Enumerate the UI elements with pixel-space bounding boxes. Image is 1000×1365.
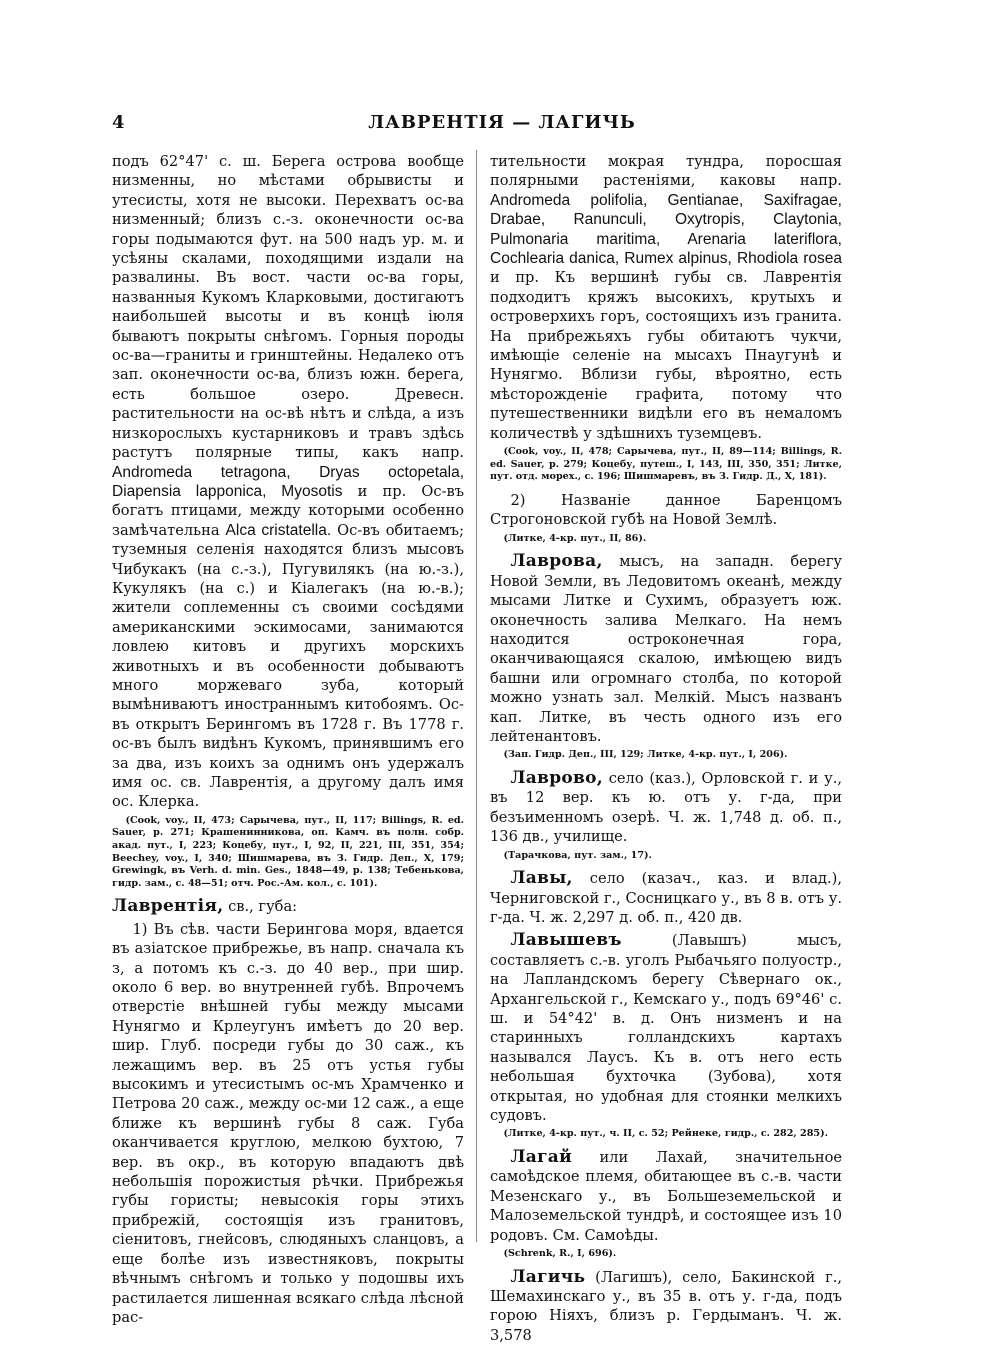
page-header: [112, 112, 892, 142]
paragraph-ostrov-continuation: [112, 152, 464, 812]
reference-note: (Schrenk, R., I, 696).: [503, 1248, 617, 1260]
entry-headword: Лаврово,: [510, 767, 603, 788]
entry-lavrentiya-guba: [112, 897, 464, 916]
entry-lagai: [490, 1148, 842, 1245]
entry-body: или Лахай, значительное самоѣдское племя, обитающее въ с.-в. части Мезенскаго у., въ Большеземельской и Малоземельской тундрѣ, и состоящее изъ 10 родовъ. См. Самоѣды.: [490, 1149, 843, 1244]
entry-subtitle: св., губа:: [228, 898, 298, 916]
latin-plant-names: Andromeda tetragona, Dryas octopetala, Diapensia lapponica, Myosotis: [112, 463, 464, 500]
reference-note: (Литке, 4-кр. пут., ч. II, с. 52; Рейнеке, гидр., с. 282, 285).: [503, 1128, 828, 1140]
entry-headword: Лаврентія,: [112, 896, 224, 917]
entry-lavyshev: [490, 931, 842, 1125]
paragraph-guba-continuation: [490, 152, 842, 443]
entry-lagich: [490, 1268, 842, 1346]
entry-body: (Лавышъ) мысъ, составляетъ с.-в. уголъ Рыбачьяго полуостр., на Лапландскомъ берегу Сѣвернаго ок., Архангельской г., Кемскаго у., подъ 69°46' с. ш. и 54°42' в. д. Онъ низменъ и на старинныхъ голландскихъ картахъ назывался Лаусъ. Къ в. отъ него есть небольшая бухточка (Зубова), хотя открытая, но удобная для стоянки мелкихъ судовъ.: [490, 932, 843, 1125]
entry-headword: Лавышевъ: [510, 930, 622, 951]
entry-body: село (казач., каз. и влад.), Черниговской г., Сосницкаго у., въ 8 в. отъ у. г-да. Ч. ж. 2,297 д. об. п., 420 дв.: [490, 870, 842, 926]
column-divider: [476, 150, 477, 1242]
text-segment: тительности мокрая тундра, поросшая полярными растеніями, каковы напр.: [490, 153, 842, 190]
page-number: 4: [112, 112, 125, 133]
entry-body: мысъ, на западн. берегу Новой Земли, въ Ледовитомъ океанѣ, между мысами Литке и Сухимъ, образуетъ юж. оконечность залива Мелкаго. На немъ находится остроконечная гора, оканчивающаяся скалою, имѣющею видъ башни или огромнаго столба, по которой можно узнать зал. Мелкій. Мысъ названъ кап. Литке, въ честь одного изъ его лейтенантовъ.: [490, 553, 843, 745]
reference-note: (Cook, voy., II, 473; Сарычева, пут., II, 117; Billings, R. ed. Sauer, p. 271; Крашенинникова, оп. Камч. въ полн. собр. акад. пут., I, 223; Коцебу, пут., I, 92, II, 221, III, 351, 354; Beechey, voy., I, 340; Шишмарева, въ З. Гидр. Деп., X, 179; Grewingk, въ Verh. d. min. Ges., 1848—49, p. 138; Тебенькова, гидр. зам., с. 48—51; отч. Рос.-Ам. кол., с. 101).: [112, 814, 464, 889]
reference-note: (Cook, voy., II, 478; Сарычева, пут., II, 89—114; Billings, R. ed. Sauer, p. 279; Коцебу, путеш., I, 143, III, 350, 351; Литке, пут. отд. морех., с. 196; Шишмаревъ, въ З. Гидр. Д., X, 181).: [490, 446, 842, 483]
entry-lavy: [490, 869, 842, 927]
reference-note: (Литке, 4-кр. пут., II, 86).: [503, 532, 647, 544]
paragraph-guba-description: 1) Въ сѣв. части Берингова моря, вдается въ азіатское прибрежье, въ напр. сначала къ з, а потомъ къ с.-з. до 40 вер., при шир. около 6 вер. во внутренней губѣ. Впрочемъ отверстіе внѣшней губы между мысами Нунягмо и Крлеугунъ имѣетъ до 20 вер. шир. Глуб. посреди губы до 30 саж., къ лежащимъ вер. въ 25 отъ устья губы высокимъ и утесистымъ ос-мъ Храмченко и Петрова 20 саж., между ос-ми 12 саж., а еще ближе къ вершинѣ губы 8 саж. Губа оканчивается круглою, мелкою бухтою, 7 вер. въ окр., въ которую впадаютъ двѣ небольшія порожистыя рѣчки. Прибрежья губы гористы; невысокія горы этихъ прибрежій, состоящія изъ гранитовъ, сіенитовъ, гнейсовъ, слюдяныхъ сланцовъ, а еще болѣе изъ известняковъ, покрыты вѣчнымъ снѣгомъ и только у подошвы ихъ растилается лишенная всякаго слѣда лѣсной рас-: [112, 920, 464, 1326]
paragraph-stroganov: 2) Названіе данное Баренцомъ Строгоновской губѣ на Новой Землѣ.: [490, 491, 842, 529]
entry-lavrovo: [490, 769, 842, 847]
entry-headword: Лагай: [510, 1147, 573, 1168]
reference-note: (Тарачкова, пут. зам., 17).: [503, 849, 652, 861]
entry-headword: Лагичь: [510, 1266, 586, 1287]
entry-lavrova: [490, 552, 842, 746]
text-segment: и пр. Ос-въ богатъ птицами, между которыми особенно замѣчательна: [112, 482, 464, 539]
text-segment: и пр. Къ вершинѣ губы св. Лаврентія подходитъ кряжъ высокихъ, крутыхъ и островерхихъ горъ, состоящихъ изъ гранита. На прибрежьяхъ губы обитаютъ чукчи, имѣющіе селеніе на мысахъ Пнаугунѣ и Нунягмо. Вблизи губы, вѣроятно, есть мѣсторожденіе графита, потому что путешественники видѣли его въ немаломъ количествѣ у здѣшнихъ туземцевъ.: [490, 269, 842, 442]
latin-plant-names: Andromeda polifolia, Gentianae, Saxifragae, Drabae, Ranunculi, Oxytropis, Claytonia, Pulmonaria maritima, Arenaria lateriflora, Cochlearia danica, Rumex alpinus, Rhodiola rosea: [490, 191, 842, 268]
entry-body: село (каз.), Орловской г. и у., въ 12 вер. къ ю. отъ у. г-да, при безъименномъ озерѣ. Ч. ж. 1,748 д. об. п., 136 дв., училище.: [490, 769, 843, 846]
entry-headword: Лаврова,: [510, 551, 603, 572]
left-column: [112, 152, 464, 1330]
text-segment: Ос-въ обитаемъ; туземныя селенія находятся близъ мысовъ Чибукакъ (на с.-з.), Пугувилякъ (на ю.-з.), Кукулякъ (на с.) и Кіалегакъ (на ю.-в.); жители соплеменны съ своими сосѣдями американскими эскимосами, занимаются ловлею китовъ и другихъ морскихъ животныхъ и въ особенности добываютъ много моржеваго зуба, который вымѣниваютъ иностраннымъ китобоямъ. Ос-въ открытъ Берингомъ въ 1728 г. Въ 1778 г. ос-въ былъ видѣнъ Кукомъ, принявшимъ его за два, изъ коихъ за однимъ онъ удержалъ имя ос. св. Лаврентія, а другому далъ имя ос. Клерка.: [112, 521, 464, 811]
latin-bird-name: Alca cristatella.: [225, 521, 332, 539]
right-column: [490, 152, 842, 1348]
entry-headword: Лавы,: [510, 868, 573, 889]
reference-note: (Зап. Гидр. Деп., III, 129; Литке, 4-кр. пут., I, 206).: [503, 749, 788, 761]
entry-body: (Лагишъ), село, Бакинской г., Шемахинскаго у., въ 35 в. отъ у. г-да, подъ горою Ніяхъ, близъ р. Гердыманъ. Ч. ж. 3,578: [490, 1268, 842, 1344]
running-title: ЛАВРЕНТІЯ — ЛАГИЧЬ: [368, 112, 636, 133]
text-segment: подъ 62°47' с. ш. Берега острова вообще низменны, но мѣстами обрывисты и утесисты, хотя не высоки. Перехватъ ос-ва низменный; близъ с.-з. оконечности ос-ва горы подымаются фут. на 500 надъ ур. м. и усѣяны скалами, походящими издали на развалины. Въ вост. части ос-ва горы, названныя Кукомъ Кларковыми, достигаютъ наибольшей высоты и въ концѣ іюля бываютъ покрыты снѣгомъ. Горныя породы ос-ва—граниты и гринштейны. Недалеко отъ зап. оконечности ос-ва, близъ южн. берега, есть большое озеро. Древесн. растительности на ос-вѣ нѣтъ и слѣда, а изъ низкорослыхъ кустарниковъ и травъ здѣсь растутъ полярные типы, какъ напр.: [112, 153, 464, 462]
